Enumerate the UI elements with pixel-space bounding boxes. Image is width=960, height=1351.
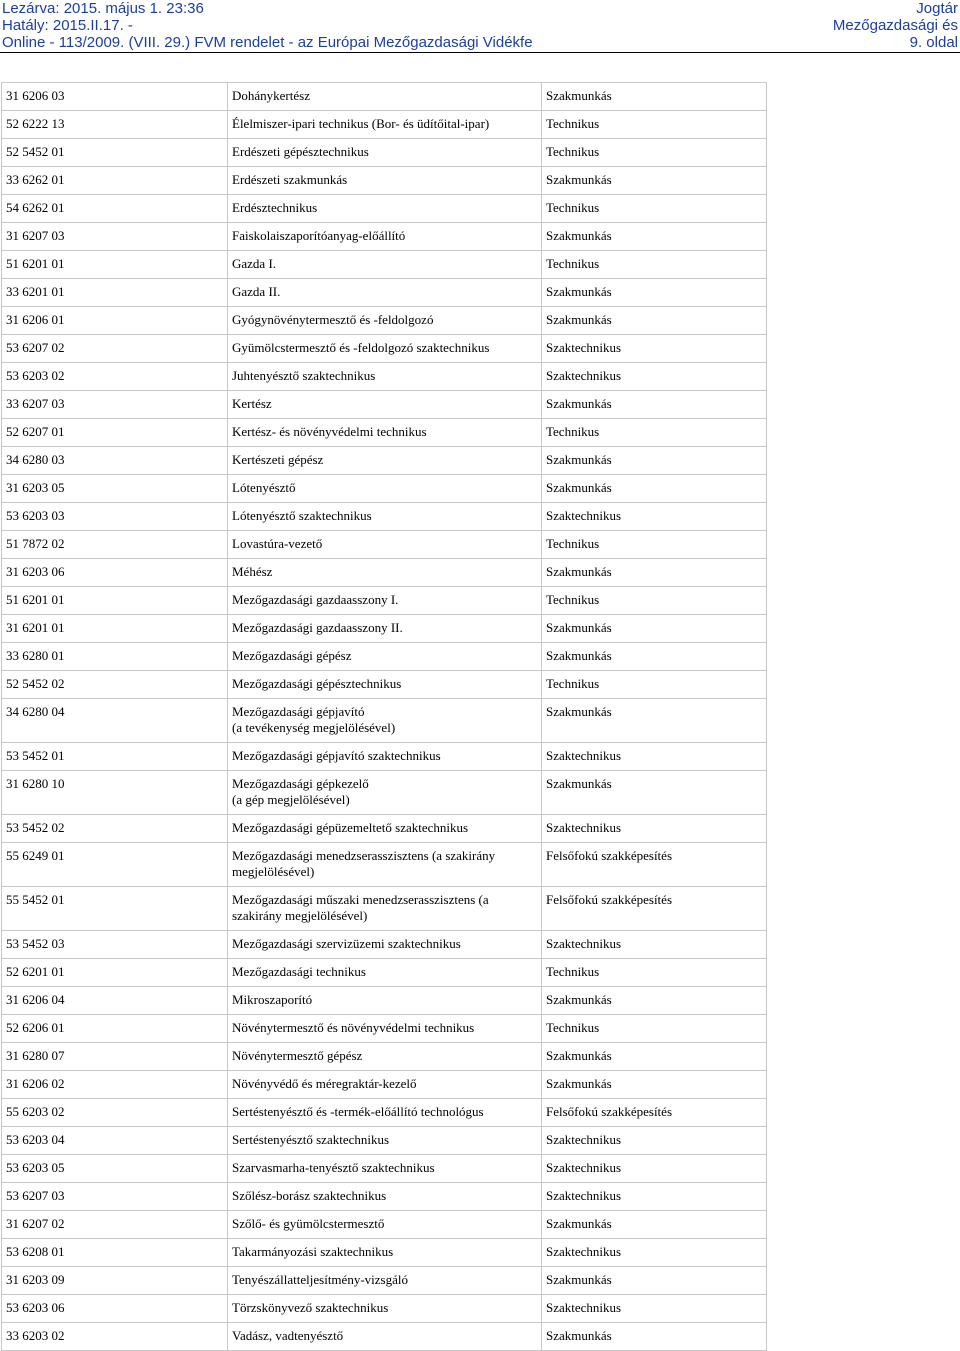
table-row [2,1043,767,1071]
table-row [2,111,767,139]
code-cell: 31 6207 02 [2,1211,228,1239]
name-cell: Gazda II. [228,279,542,307]
qualification-table-body [2,83,767,1351]
header-category: Mezőgazdasági és [832,17,958,34]
header-brand: Jogtár [916,0,958,17]
level-cell: Szaktechnikus [542,1295,767,1323]
table-row [2,419,767,447]
table-row [2,815,767,843]
table-row [2,771,767,815]
name-cell: Gazda I. [228,251,542,279]
code-cell: 52 5452 01 [2,139,228,167]
code-cell: 53 6203 04 [2,1127,228,1155]
code-cell: 31 6280 10 [2,771,228,815]
name-cell: Juhtenyésztő szaktechnikus [228,363,542,391]
name-cell: Takarmányozási szaktechnikus [228,1239,542,1267]
level-cell: Szakmunkás [542,1211,767,1239]
name-cell: Faiskolaiszaporítóanyag-előállító [228,223,542,251]
name-cell: Mezőgazdasági műszaki menedzserasszisztens (a szakirány megjelölésével) [228,887,542,931]
code-cell: 34 6280 04 [2,699,228,743]
name-cell: Lovastúra-vezető [228,531,542,559]
name-cell: Lótenyésztő [228,475,542,503]
code-cell: 53 6203 05 [2,1155,228,1183]
code-cell: 53 5452 01 [2,743,228,771]
code-cell: 54 6262 01 [2,195,228,223]
code-cell: 31 6280 07 [2,1043,228,1071]
table-row [2,1183,767,1211]
level-cell: Technikus [542,1015,767,1043]
level-cell: Technikus [542,111,767,139]
name-cell: Mezőgazdasági gazdaasszony II. [228,615,542,643]
name-cell: Törzskönyvező szaktechnikus [228,1295,542,1323]
code-cell: 31 6206 01 [2,307,228,335]
name-cell: Növénytermesztő és növényvédelmi technikus [228,1015,542,1043]
level-cell: Szakmunkás [542,83,767,111]
code-cell: 53 6208 01 [2,1239,228,1267]
code-cell: 55 5452 01 [2,887,228,931]
table-row [2,743,767,771]
table-row [2,643,767,671]
table-row [2,1127,767,1155]
name-cell: Kertész- és növényvédelmi technikus [228,419,542,447]
name-cell: Mezőgazdasági gépüzemeltető szaktechnikus [228,815,542,843]
table-row [2,195,767,223]
level-cell: Szakmunkás [542,447,767,475]
code-cell: 52 6206 01 [2,1015,228,1043]
code-cell: 53 5452 02 [2,815,228,843]
name-cell: Gyógynövénytermesztő és -feldolgozó [228,307,542,335]
table-row [2,1155,767,1183]
level-cell: Technikus [542,139,767,167]
level-cell: Technikus [542,419,767,447]
code-cell: 33 6207 03 [2,391,228,419]
level-cell: Szaktechnikus [542,815,767,843]
level-cell: Szakmunkás [542,643,767,671]
code-cell: 34 6280 03 [2,447,228,475]
table-row [2,1211,767,1239]
name-cell: Vadász, vadtenyésztő [228,1323,542,1351]
level-cell: Felsőfokú szakképesítés [542,1099,767,1127]
code-cell: 33 6262 01 [2,167,228,195]
name-cell: Mezőgazdasági technikus [228,959,542,987]
name-cell: Mezőgazdasági szervizüzemi szaktechnikus [228,931,542,959]
name-cell: Lótenyésztő szaktechnikus [228,503,542,531]
table-row [2,1295,767,1323]
table-row [2,1239,767,1267]
table-row [2,391,767,419]
level-cell: Szakmunkás [542,167,767,195]
code-cell: 31 6203 09 [2,1267,228,1295]
table-row [2,363,767,391]
table-row [2,503,767,531]
code-cell: 51 7872 02 [2,531,228,559]
code-cell: 31 6201 01 [2,615,228,643]
name-cell: Mezőgazdasági gépjavító szaktechnikus [228,743,542,771]
name-cell: Gyümölcstermesztő és -feldolgozó szaktechnikus [228,335,542,363]
level-cell: Technikus [542,671,767,699]
name-cell: Növényvédő és méregraktár-kezelő [228,1071,542,1099]
level-cell: Szakmunkás [542,307,767,335]
level-cell: Szakmunkás [542,771,767,815]
level-cell: Szakmunkás [542,1043,767,1071]
level-cell: Felsőfokú szakképesítés [542,843,767,887]
table-row [2,1015,767,1043]
name-cell: Erdészeti szakmunkás [228,167,542,195]
level-cell: Felsőfokú szakképesítés [542,887,767,931]
table-row [2,251,767,279]
code-cell: 53 5452 03 [2,931,228,959]
level-cell: Szaktechnikus [542,503,767,531]
name-cell: Mezőgazdasági gépjavító (a tevékenység megjelölésével) [228,699,542,743]
level-cell: Szakmunkás [542,699,767,743]
name-cell: Erdészeti gépésztechnikus [228,139,542,167]
level-cell: Szakmunkás [542,987,767,1015]
table-row [2,279,767,307]
name-cell: Élelmiszer-ipari technikus (Bor- és üdítőital-ipar) [228,111,542,139]
header-page-number: 9. oldal [909,34,958,51]
header-effective-date: Hatály: 2015.II.17. - [2,17,133,34]
name-cell: Növénytermesztő gépész [228,1043,542,1071]
code-cell: 31 6203 05 [2,475,228,503]
level-cell: Szaktechnikus [542,1127,767,1155]
code-cell: 53 6203 03 [2,503,228,531]
level-cell: Szaktechnikus [542,363,767,391]
table-row [2,959,767,987]
code-cell: 51 6201 01 [2,587,228,615]
page-header [0,0,960,53]
table-row [2,167,767,195]
name-cell: Kertészeti gépész [228,447,542,475]
name-cell: Sertéstenyésztő és -termék-előállító technológus [228,1099,542,1127]
level-cell: Szaktechnikus [542,931,767,959]
table-row [2,987,767,1015]
table-row [2,335,767,363]
code-cell: 31 6206 03 [2,83,228,111]
level-cell: Szaktechnikus [542,743,767,771]
table-row [2,559,767,587]
level-cell: Szakmunkás [542,391,767,419]
table-row [2,931,767,959]
name-cell: Mezőgazdasági gépész [228,643,542,671]
table-row [2,475,767,503]
name-cell: Tenyészállatteljesítmény-vizsgáló [228,1267,542,1295]
table-row [2,671,767,699]
header-right [833,0,958,51]
code-cell: 55 6249 01 [2,843,228,887]
header-left [2,0,533,51]
table-row [2,223,767,251]
level-cell: Szaktechnikus [542,1183,767,1211]
level-cell: Szaktechnikus [542,1239,767,1267]
level-cell: Szakmunkás [542,1267,767,1295]
name-cell: Erdésztechnikus [228,195,542,223]
table-row [2,1267,767,1295]
code-cell: 53 6207 02 [2,335,228,363]
code-cell: 33 6280 01 [2,643,228,671]
level-cell: Szakmunkás [542,1071,767,1099]
code-cell: 33 6201 01 [2,279,228,307]
level-cell: Szakmunkás [542,559,767,587]
header-document-title: Online - 113/2009. (VIII. 29.) FVM rendelet - az Európai Mezőgazdasági Vidékfe [2,34,533,51]
code-cell: 53 6203 06 [2,1295,228,1323]
level-cell: Szakmunkás [542,223,767,251]
name-cell: Mezőgazdasági menedzserasszisztens (a szakirány megjelölésével) [228,843,542,887]
table-row [2,699,767,743]
name-cell: Kertész [228,391,542,419]
table-row [2,83,767,111]
code-cell: 31 6207 03 [2,223,228,251]
code-cell: 52 5452 02 [2,671,228,699]
level-cell: Technikus [542,531,767,559]
table-row [2,587,767,615]
code-cell: 31 6206 02 [2,1071,228,1099]
qualification-table [1,82,767,1351]
code-cell: 52 6207 01 [2,419,228,447]
code-cell: 51 6201 01 [2,251,228,279]
name-cell: Szarvasmarha-tenyésztő szaktechnikus [228,1155,542,1183]
table-row [2,843,767,887]
table-row [2,615,767,643]
level-cell: Szakmunkás [542,615,767,643]
code-cell: 53 6207 03 [2,1183,228,1211]
code-cell: 52 6222 13 [2,111,228,139]
level-cell: Szakmunkás [542,279,767,307]
table-row [2,139,767,167]
code-cell: 33 6203 02 [2,1323,228,1351]
table-row [2,1071,767,1099]
table-row [2,531,767,559]
level-cell: Technikus [542,959,767,987]
level-cell: Technikus [542,251,767,279]
code-cell: 31 6203 06 [2,559,228,587]
name-cell: Sertéstenyésztő szaktechnikus [228,1127,542,1155]
level-cell: Technikus [542,587,767,615]
table-row [2,1099,767,1127]
level-cell: Technikus [542,195,767,223]
code-cell: 52 6201 01 [2,959,228,987]
table-row [2,1323,767,1351]
name-cell: Méhész [228,559,542,587]
name-cell: Mezőgazdasági gazdaasszony I. [228,587,542,615]
name-cell: Mezőgazdasági gépkezelő (a gép megjelölésével) [228,771,542,815]
level-cell: Szaktechnikus [542,335,767,363]
table-row [2,447,767,475]
table-row [2,307,767,335]
code-cell: 53 6203 02 [2,363,228,391]
name-cell: Mikroszaporító [228,987,542,1015]
code-cell: 31 6206 04 [2,987,228,1015]
level-cell: Szakmunkás [542,1323,767,1351]
code-cell: 55 6203 02 [2,1099,228,1127]
name-cell: Szőlő- és gyümölcstermesztő [228,1211,542,1239]
level-cell: Szakmunkás [542,475,767,503]
level-cell: Szaktechnikus [542,1155,767,1183]
name-cell: Szőlész-borász szaktechnikus [228,1183,542,1211]
name-cell: Dohánykertész [228,83,542,111]
table-row [2,887,767,931]
header-closed-date: Lezárva: 2015. május 1. 23:36 [2,0,204,17]
name-cell: Mezőgazdasági gépésztechnikus [228,671,542,699]
